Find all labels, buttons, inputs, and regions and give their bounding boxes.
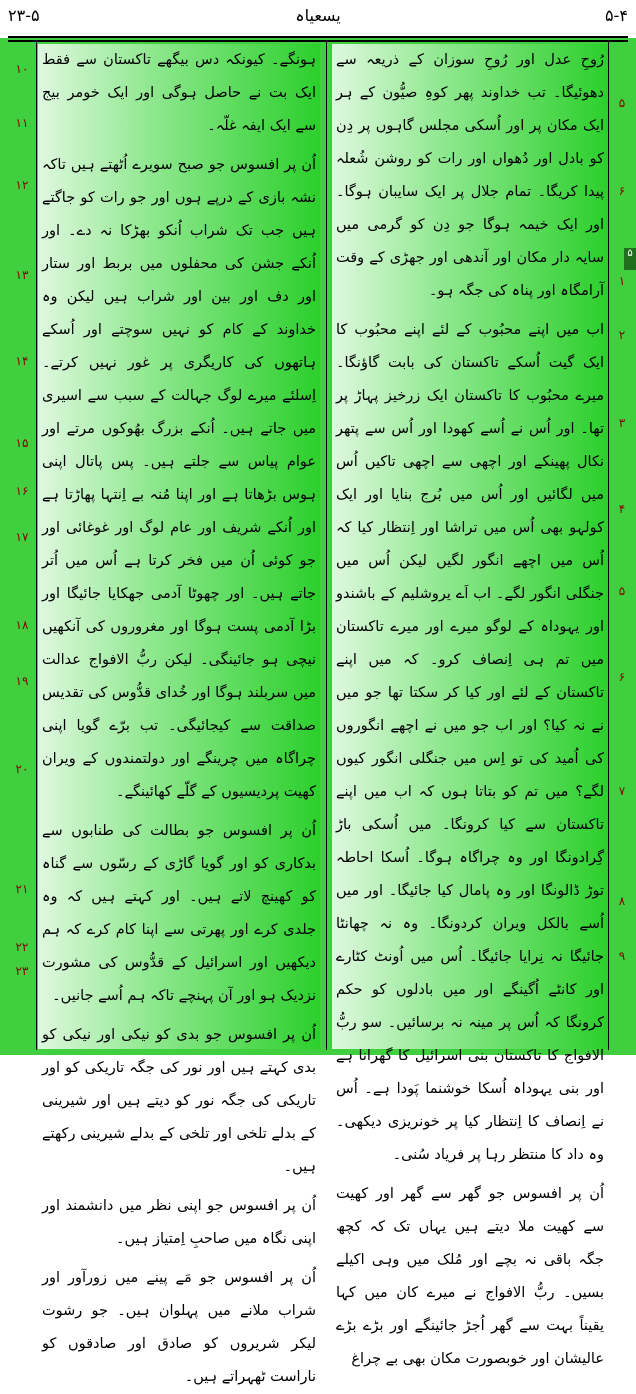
verse-number: ۲: [618, 328, 626, 342]
verse-number: ۵: [618, 96, 626, 110]
chapter-side-tab: ۵: [624, 248, 636, 270]
verse-number: ۵: [618, 584, 626, 598]
paragraph: اُن پر افسوس جو بدی کو نیکی اور نیکی کو بدی کہتے ہیں اور نور کی جگہ تاریکی کو اور تاریکی کی جگہ نور کو دیتے ہیں اور شیرینی کے بدلے تلخی اور تلخی کے بدلے شیرینی رکھتے ہیں۔: [42, 1027, 316, 1175]
paragraph: اُن پر افسوس جو صبح سویرے اُٹھتے ہیں تاکہ نشہ بازی کے درپے ہوں اور جو رات کو جاگتے ہیں جب تک شراب اُنکو بھڑکا نہ دے۔ اور اُنکے جشن کی محفلوں میں بربط اور ستار اور دف اور بین اور شراب ہیں لیکن وہ خداوند کے کام کو نہیں سوچتے اور اُسکے ہاتھوں کی کاریگری پر غور نہیں کرتے۔ اِسلئے میرے لوگ جہالت کے سبب سے اسیری میں جاتے ہیں۔ اُنکے بزرگ بھُوکوں مرتے اور عوام پیاس سے جلتے ہیں۔ پس پاتال اپنی ہوس بڑھاتا ہے اور اپنا مُنہ بے اِنتہا پھاڑتا ہے اور اُنکے شریف اور عام لوگ اور غوغائی اور جو کوئی اُن میں فخر کرتا ہے اُس میں اُتر جاتے ہیں۔ اور چھوٹا آدمی جھکایا جائیگا اور بڑا آدمی پست ہوگا اور مغروروں کی آنکھیں نیچی ہو جائینگی۔ لیکن ربُّ الافواج عدالت میں سربلند ہوگا اور خُدای قدُّوس کی تقدیس صداقت سے کیجائیگی۔ تب برّے گویا اپنی چراگاہ میں چرینگے اور دولتمندوں کے ویران کھیت پردیسیوں کے گلّے کھائینگے۔: [42, 157, 316, 800]
verse-number: ۶: [618, 670, 626, 684]
page-header: [0, 0, 636, 38]
verse-number: ۱۸: [15, 618, 29, 632]
right-text-column: [332, 44, 608, 1367]
verse-number: ۱۹: [15, 674, 29, 688]
paragraph: ہونگے۔ کیونکہ دس بیگھے تاکستان سے فقط ایک بت نے حاصل ہوگی اور ایک خومر بیج سے ایک ایفہ غلّہ۔: [42, 52, 316, 134]
header-rule-bottom: [8, 40, 628, 42]
verse-number: ۲۲: [15, 940, 29, 954]
right-margin-rule: [608, 40, 609, 1050]
verse-number: ۲۰: [15, 762, 29, 776]
verse-number: ۶: [618, 184, 626, 198]
verse-number: ۷: [618, 784, 626, 798]
verse-number: ۱۷: [15, 530, 29, 544]
verse-number: ۳: [618, 416, 626, 430]
paragraph: اُن پر افسوس جو مَے پینے میں زورآور اور شراب ملانے میں پہلوان ہیں۔ جو رشوت لیکر شریروں کو صادق اور صادقوں کو ناراست ٹھہراتے ہیں۔: [42, 1270, 316, 1385]
left-verse-numbers: [10, 44, 34, 1049]
verse-number: ۱۵: [15, 436, 29, 450]
verse-number: ۱۰: [15, 62, 29, 76]
verse-number: ۲۳: [15, 964, 29, 978]
header-left-reference: ۲۳-۵: [8, 6, 40, 25]
verse-number: ۹: [618, 949, 626, 963]
verse-number: ۱: [618, 274, 626, 288]
header-rule-top: [8, 36, 628, 38]
verse-number: ۱۲: [15, 178, 29, 192]
verse-number: ۸: [618, 894, 626, 908]
right-verse-numbers: [610, 44, 634, 1049]
paragraph: اب میں اپنے محبُوب کے لئے اپنے محبُوب کا ایک گیت اُسکے تاکستان کی بابت گاؤنگا۔ میرے محبُوب کا تاکستان ایک زرخیز پہاڑ پر تھا۔ اور اُس نے اُسے کھودا اور اُس سے پتھر نکال پھینکے اور اچھی سے اچھی تاکیں اُس میں لگائیں اور اُس میں بُرج بنایا اور ایک کولہو بھی اُس میں تراشا اور اِنتظار کیا کہ اُس میں اچھے انگور لگیں لیکن اُس میں جنگلی انگور لگے۔ اب اَے یروشلیم کے باشندو اور یہوداہ کے لوگو میرے اور میرے تاکستان میں تم ہی اِنصاف کرو۔ کہ میں اپنے تاکستان کے لئے اور کیا کر سکتا تھا جو میں نے نہ کیا؟ اور اب جو میں نے اچھے انگوروں کی اُمید کی تو اِس میں جنگلی انگور کیوں لگے؟ میں تم کو بتاتا ہوں کہ اب میں اپنے تاکستان سے کیا کرونگا۔ میں اُسکی باڑ گِرادونگا اور وہ چراگاہ ہوگا۔ اُسکا احاطہ توڑ ڈالونگا اور وہ پامال کیا جائیگا۔ اور میں اُسے بالکل ویران کردونگا۔ وہ نہ چھانٹا جائیگا نہ نِرایا جائیگا۔ اُس میں اُونٹ کٹارے اور کانٹے اُگینگے اور میں بادلوں کو حکم کرونگا کہ اُس پر مینہ نہ برسائیں۔ سو ربُّ الافواج کا تاکستان بنی اسرائیل کا گھرانا ہے اور بنی یہوداہ اُسکا خوشنما پَودا ہے۔ اُس نے اِنصاف کا اِنتظار کیا پر خونریزی دیکھی۔ وہ داد کا منتظر رہا پر فریاد سُنی۔: [336, 322, 604, 1163]
verse-number: ۱۴: [15, 354, 29, 368]
verse-number: ۱۱: [15, 116, 29, 130]
verse-number: ۴: [618, 502, 626, 516]
paragraph: اُن پر افسوس جو بطالت کی طنابوں سے بدکاری کو اور گویا گاڑی کے رسّوں سے گناہ کو کھینچ لاتے ہیں۔ اور کہتے ہیں کہ وہ جلدی کرے اور پھرتی سے اپنا کام کرے کہ ہم دیکھیں اور اسرائیل کے قدُّوس کی مشورت نزدیک ہو اور آن پہنچے تاکہ ہم اُسے جانیں۔: [42, 823, 316, 1004]
verse-number: ۱۶: [15, 484, 29, 498]
paragraph: رُوحِ عدل اور رُوحِ سوزان کے ذریعہ سے دھوئیگا۔ تب خداوند پھر کوہِ صیُّون کے ہر ایک مکان پر اور اُسکی مجلس گاہوں پر دِن کو بادل اور دُھواں اور رات کو روشن شُعلہ پیدا کریگا۔ تمام جلال پر ایک سایبان ہوگا۔ اور ایک خیمہ ہوگا جو دِن کو گرمی میں سایہ دار مکان اور آندھی اور جھڑی کے وقت آرامگاہ اور پناہ کی جگہ ہو۔: [336, 52, 604, 299]
header-right-reference: ۵-۴: [605, 6, 628, 25]
paragraph: اُن پر افسوس جو گھر سے گھر اور کھیت سے کھیت ملا دیتے ہیں یہاں تک کہ کچھ جگہ باقی نہ بچے اور مُلک میں وہی اکیلے بسیں۔ ربُّ الافواج نے میرے کان میں کہا یقیناً بہت سے گھر اُجڑ جائینگے اور بڑے بڑے عالیشان اور خوبصورت مکان بھی بے چراغ: [336, 1186, 604, 1367]
paragraph: اُن پر افسوس جو اپنی نظر میں دانشمند اور اپنی نگاہ میں صاحبِ اِمتیاز ہیں۔: [42, 1198, 316, 1247]
book-title: یسعیاہ: [295, 6, 341, 25]
verse-number: ۱۳: [15, 268, 29, 282]
column-divider: [326, 40, 327, 1050]
verse-number: ۲۱: [15, 882, 29, 896]
left-margin-rule: [36, 40, 37, 1050]
left-text-column: [38, 44, 320, 1385]
